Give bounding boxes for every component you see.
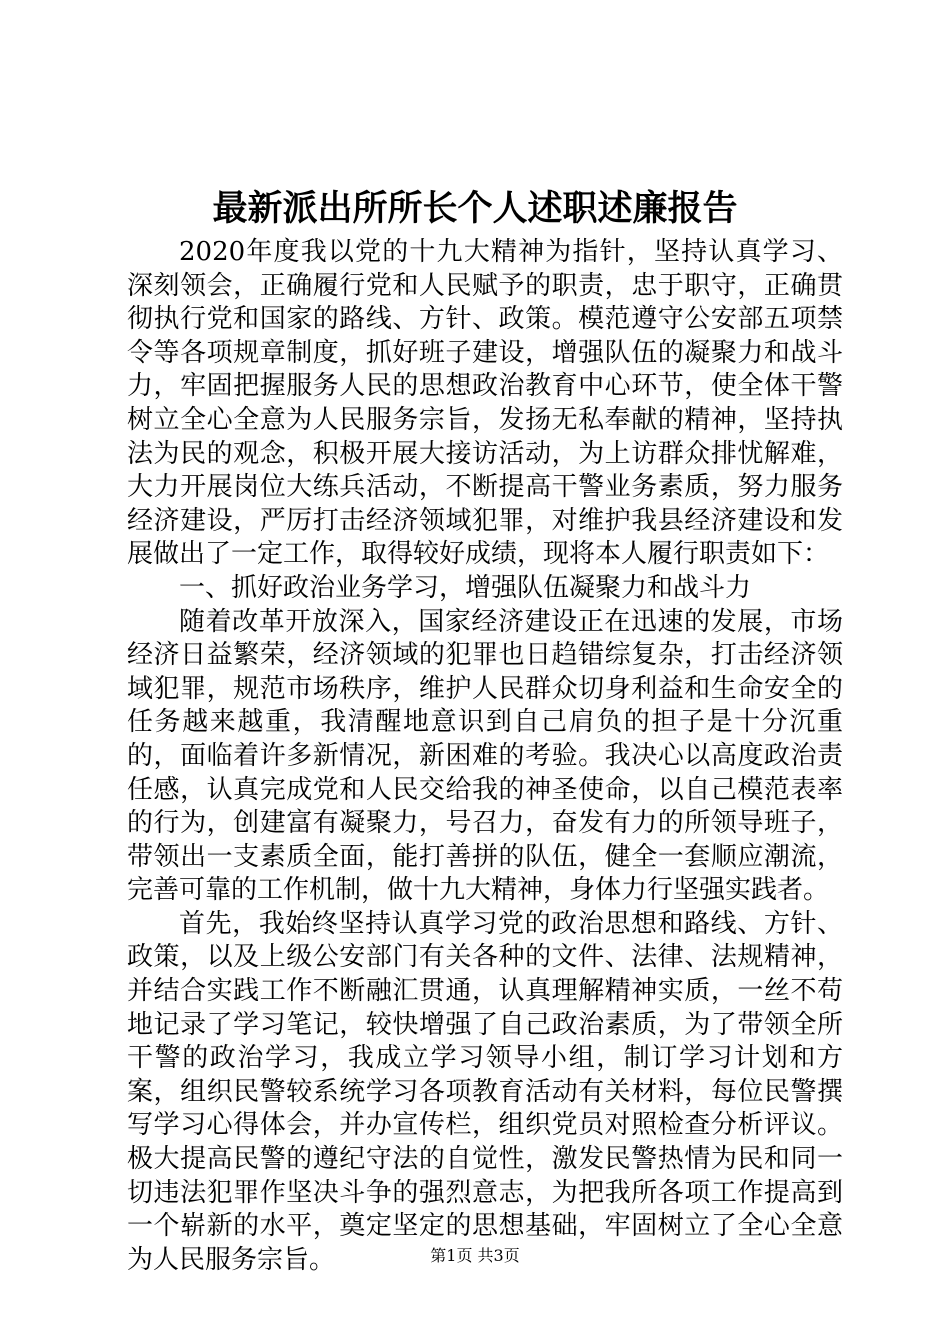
page-number-footer: 第1页 共3页 bbox=[430, 1246, 520, 1265]
section-heading-1: 一、抓好政治业务学习，增强队伍凝聚力和战斗力 bbox=[179, 572, 752, 603]
document-title: 最新派出所所长个人述职述廉报告 bbox=[212, 188, 738, 229]
paragraph-first-point: 首先，我始终坚持认真学习党的政治思想和路线、方针、政策，以及上级公安部门有关各种的文件、法律、法规精神，并结合实践工作不断融汇贯通，认真理解精神实质，一丝不苟地记录了学习笔记，较快增强了自己政治素质，为了带领全所干警的政治学习，我成立学习领导小组，制订学习计划和方案，组织民警较系统学习各项教育活动有关材料，每位民警撰写学习心得体会，并办宣传栏，组织党员对照检查分析评议。极大提高民警的遵纪守法的自觉性，激发民警热情为民和同一切违法犯罪作坚决斗争的强烈意志，为把我所各项工作提高到一个崭新的水平，奠定坚定的思想基础，牢固树立了全心全意为人民服务宗旨。 bbox=[127, 908, 843, 1275]
paragraph-section-1: 随着改革开放深入，国家经济建设正在迅速的发展，市场经济日益繁荣，经济领域的犯罪也日趋错综复杂，打击经济领域犯罪，规范市场秩序，维护人民群众切身利益和生命安全的任务越来越重，我清醒地意识到自己肩负的担子是十分沉重的，面临着许多新情况，新困难的考验。我决心以高度政治责任感，认真完成党和人民交给我的神圣使命，以自己模范表率的行为，创建富有凝聚力，号召力，奋发有力的所领导班子，带领出一支素质全面，能打善拼的队伍，健全一套顺应潮流，完善可靠的工作机制，做十九大精神，身体力行坚强实践者。 bbox=[127, 606, 843, 906]
paragraph-intro: 2020年度我以党的十九大精神为指针，坚持认真学习、深刻领会，正确履行党和人民赋予的职责，忠于职守，正确贯彻执行党和国家的路线、方针、政策。模范遵守公安部五项禁令等各项规章制度，抓好班子建设，增强队伍的凝聚力和战斗力，牢固把握服务人民的思想政治教育中心环节，使全体干警树立全心全意为人民服务宗旨，发扬无私奉献的精神，坚持执法为民的观念，积极开展大接访活动，为上访群众排忧解难，大力开展岗位大练兵活动，不断提高干警业务素质，努力服务经济建设，严厉打击经济领域犯罪，对维护我县经济建设和发展做出了一定工作，取得较好成绩，现将本人履行职责如下： bbox=[127, 237, 843, 570]
document-body bbox=[127, 236, 843, 1277]
